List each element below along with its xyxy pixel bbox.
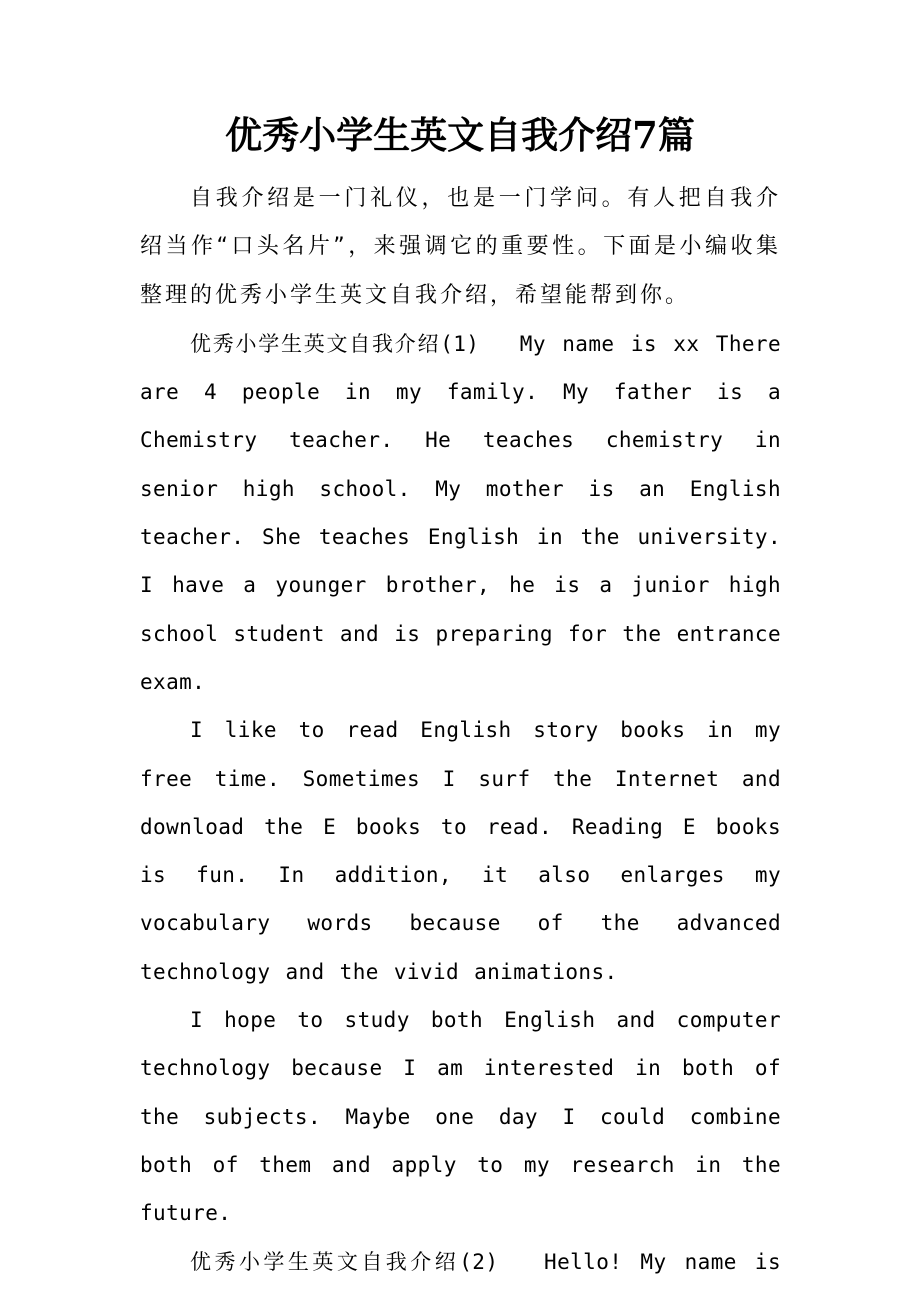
section-1-paragraph-1: 优秀小学生英文自我介绍(1) My name is xx There are 4 people in my family. My father is a Chemistry teacher. He teaches chemistry in senior high school. My mother is an English teacher. She teaches English in the university. I have a younger brother, he is a junior high school student and is preparing for the entrance exam.: [140, 331, 781, 694]
section-1-paragraph-3: I hope to study both English and computer technology because I am interested in both of the subjects. Maybe one day I could combine both of them and apply to my research in the future.: [140, 1008, 781, 1226]
section-1-paragraph-2: I like to read English story books in my free time. Sometimes I surf the Internet and download the E books to read. Reading E books is fun. In addition, it also enlarges my vocabulary words because of the advanced technology and the vivid animations.: [140, 718, 781, 984]
intro-paragraph: 自我介绍是一门礼仪，也是一门学问。有人把自我介绍当作“口头名片”，来强调它的重要性。下面是小编收集整理的优秀小学生英文自我介绍，希望能帮到你。: [140, 186, 781, 308]
section-2-paragraph-1: 优秀小学生英文自我介绍(2) Hello! My name is: [190, 1249, 781, 1274]
document-title: 优秀小学生英文自我介绍7篇: [225, 113, 695, 157]
document-body: [140, 175, 781, 1286]
